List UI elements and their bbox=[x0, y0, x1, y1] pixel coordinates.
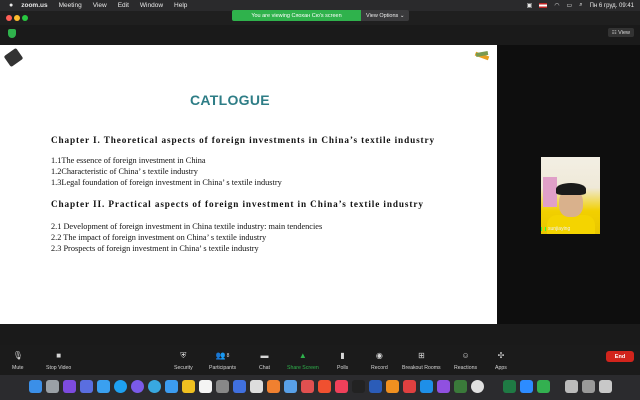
news-icon[interactable] bbox=[403, 380, 416, 393]
podcasts-icon[interactable] bbox=[437, 380, 450, 393]
security-shield-icon: ⛨ bbox=[180, 350, 187, 360]
reactions-button[interactable] bbox=[454, 349, 477, 371]
close-window-icon[interactable] bbox=[6, 15, 12, 21]
ch2-item-1: 2.1 Development of foreign investment in China textile industry: main tendencies bbox=[51, 222, 323, 231]
record-icon: ◉ bbox=[375, 351, 383, 360]
reactions-smiley-icon: ☺ bbox=[461, 351, 470, 360]
breakout-rooms-button[interactable] bbox=[402, 349, 441, 371]
settings-icon[interactable] bbox=[216, 380, 229, 393]
books-icon[interactable] bbox=[386, 380, 399, 393]
mute-label: Mute bbox=[12, 365, 24, 371]
battery-icon[interactable]: ▭ bbox=[566, 3, 573, 9]
view-button[interactable]: ☷ View bbox=[608, 28, 634, 37]
minimize-window-icon[interactable] bbox=[14, 15, 20, 21]
mute-button[interactable] bbox=[12, 349, 24, 371]
view-options-dropdown[interactable]: View Options ⌄ bbox=[361, 10, 409, 21]
participant-name: sunjiaying bbox=[548, 226, 571, 232]
pages-icon[interactable] bbox=[318, 380, 331, 393]
photos-icon[interactable] bbox=[267, 380, 280, 393]
preview-icon[interactable] bbox=[250, 380, 263, 393]
input-language-icon[interactable] bbox=[539, 3, 547, 8]
record-label: Record bbox=[371, 365, 388, 371]
menu-window[interactable]: Window bbox=[139, 2, 164, 9]
launchpad-icon[interactable] bbox=[46, 380, 59, 393]
share-banner-message: You are viewing Сяохан Сю's screen bbox=[232, 10, 361, 21]
notes-icon[interactable] bbox=[182, 380, 195, 393]
participant-panel bbox=[497, 45, 640, 324]
participants-icon: 👥 8 bbox=[215, 351, 230, 360]
keynote-icon[interactable] bbox=[233, 380, 246, 393]
apps-icon: ✣ bbox=[497, 351, 505, 360]
ch2-item-3: 2.3 Prospects of foreign investment in China’ s textile industry bbox=[51, 244, 259, 253]
record-button[interactable] bbox=[371, 349, 388, 371]
zoom-window-icon[interactable] bbox=[22, 15, 28, 21]
stop-video-label: Stop Video bbox=[46, 365, 72, 371]
book-icon bbox=[4, 48, 24, 67]
zoom-icon[interactable] bbox=[520, 380, 533, 393]
contacts-icon[interactable] bbox=[284, 380, 297, 393]
calendar-icon[interactable] bbox=[199, 380, 212, 393]
chrome-icon[interactable] bbox=[471, 380, 484, 393]
security-label: Security bbox=[174, 365, 193, 371]
wifi-icon[interactable]: ◠ bbox=[554, 3, 560, 9]
pencil-logo-icon bbox=[473, 50, 491, 64]
breakout-rooms-label: Breakout Rooms bbox=[402, 365, 441, 371]
stop-video-button[interactable] bbox=[46, 349, 71, 371]
apple-icon[interactable]: ● bbox=[9, 2, 14, 9]
participant-name-tag bbox=[541, 226, 570, 232]
apps-button[interactable] bbox=[495, 349, 507, 371]
menu-app-name[interactable]: zoom.us bbox=[21, 2, 48, 9]
share-screen-icon: ▲ bbox=[298, 351, 307, 360]
end-meeting-button[interactable]: End bbox=[606, 351, 634, 362]
facetime-icon[interactable] bbox=[537, 380, 550, 393]
polls-chart-icon: ▮ bbox=[340, 351, 345, 360]
share-banner bbox=[232, 10, 409, 21]
excel-icon[interactable] bbox=[503, 380, 516, 393]
mail-icon[interactable] bbox=[97, 380, 110, 393]
breakout-rooms-icon: ⊞ bbox=[417, 351, 425, 360]
viber-icon[interactable] bbox=[131, 380, 144, 393]
chat-button[interactable] bbox=[259, 349, 270, 371]
word-icon[interactable] bbox=[369, 380, 382, 393]
participants-label: Participants bbox=[209, 365, 237, 371]
ch1-item-3: 1.3Legal foundation of foreign investment in China’ s textile industry bbox=[51, 178, 282, 187]
participants-count: 8 bbox=[226, 352, 230, 359]
signal-icon bbox=[541, 227, 546, 231]
powerpoint-icon[interactable] bbox=[301, 380, 314, 393]
chapter-1-heading: Chapter I. Theoretical aspects of foreign investments in China’s textile industry bbox=[51, 135, 435, 145]
menu-help[interactable]: Help bbox=[174, 2, 188, 9]
finder-icon[interactable] bbox=[29, 380, 42, 393]
shared-screen bbox=[0, 45, 497, 324]
reactions-label: Reactions bbox=[454, 365, 478, 371]
meeting-toolbar bbox=[0, 345, 640, 379]
apps-label: Apps bbox=[495, 365, 507, 371]
encryption-shield-icon[interactable] bbox=[8, 29, 16, 38]
downloads-folder-icon[interactable] bbox=[565, 380, 578, 393]
skype-icon[interactable] bbox=[114, 380, 127, 393]
share-screen-button[interactable] bbox=[287, 349, 319, 371]
chapter-2-heading: Chapter II. Practical aspects of foreign investment in China’s textile industry bbox=[51, 199, 424, 209]
ch2-item-2: 2.2 The impact of foreign investment on China’ s textile industry bbox=[51, 233, 267, 242]
ch1-item-2: 1.2Characteristic of China’ s textile industry bbox=[51, 167, 198, 176]
menu-meeting[interactable]: Meeting bbox=[58, 2, 82, 9]
video-camera-icon: ■ bbox=[56, 351, 62, 360]
menu-view[interactable]: View bbox=[92, 2, 107, 9]
microphone-icon: 🎙 bbox=[12, 351, 23, 360]
tv-icon[interactable] bbox=[352, 380, 365, 393]
zoom-window bbox=[0, 11, 640, 390]
menu-clock[interactable]: Пн 6 груд. 09:41 bbox=[589, 2, 634, 9]
menu-status-area bbox=[527, 0, 634, 11]
participant-video[interactable] bbox=[541, 157, 600, 234]
search-icon[interactable]: ⌕ bbox=[579, 2, 583, 8]
camera-status-icon[interactable]: ▣ bbox=[526, 3, 533, 9]
chat-label: Chat bbox=[259, 365, 270, 371]
security-button[interactable] bbox=[174, 349, 193, 371]
telegram-icon[interactable] bbox=[148, 380, 161, 393]
app-store-2-icon[interactable] bbox=[420, 380, 433, 393]
safari-icon[interactable] bbox=[165, 380, 178, 393]
menu-edit[interactable]: Edit bbox=[117, 2, 129, 9]
siri-icon[interactable] bbox=[63, 380, 76, 393]
numbers-icon[interactable] bbox=[454, 380, 467, 393]
chat-bubble-icon: ▬ bbox=[260, 351, 269, 360]
documents-folder-icon[interactable] bbox=[582, 380, 595, 393]
slide-title: CATLOGUE bbox=[190, 92, 270, 108]
participants-button[interactable] bbox=[209, 349, 236, 371]
app-store-icon[interactable] bbox=[80, 380, 93, 393]
music-icon[interactable] bbox=[335, 380, 348, 393]
share-screen-label: Share Screen bbox=[287, 365, 319, 371]
trash-icon[interactable] bbox=[599, 380, 612, 393]
polls-label: Polls bbox=[337, 365, 349, 371]
ch1-item-1: 1.1The essence of foreign investment in China bbox=[51, 156, 206, 165]
polls-button[interactable] bbox=[337, 349, 348, 371]
